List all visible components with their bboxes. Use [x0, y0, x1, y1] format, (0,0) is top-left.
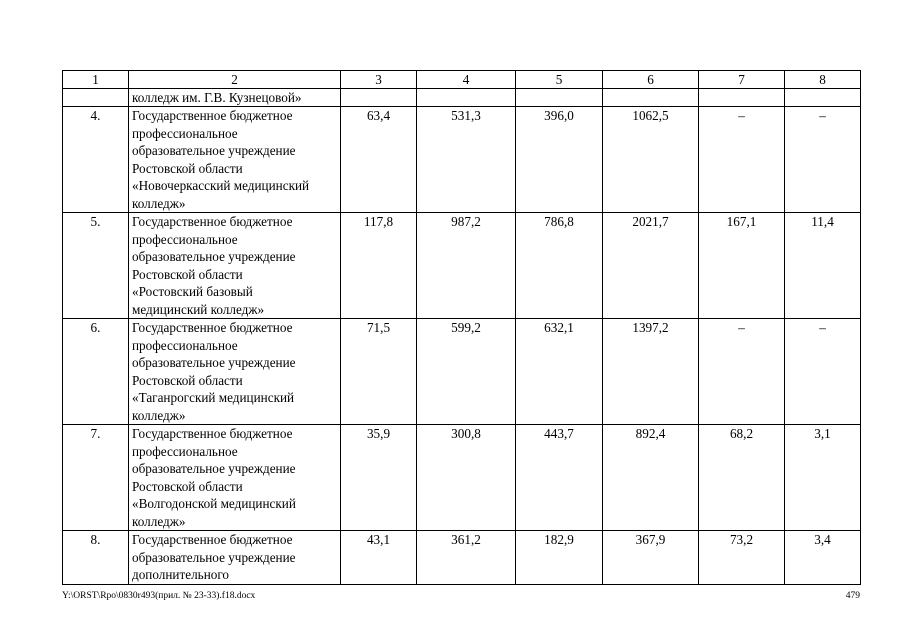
institution-name: Государственное бюджетное профессиональное образовательное учреждение Ростовской области «Таганрогский медицинский колледж» [129, 319, 341, 425]
row-number: 7. [63, 425, 129, 531]
table-cell [699, 89, 785, 107]
header-cell: 1 [63, 71, 129, 89]
table-row [63, 319, 861, 425]
value-cell: 43,1 [341, 531, 417, 585]
value-cell: – [785, 319, 861, 425]
value-cell: 361,2 [417, 531, 516, 585]
value-cell: – [699, 107, 785, 213]
value-cell: 632,1 [516, 319, 603, 425]
header-cell: 3 [341, 71, 417, 89]
row-number: 4. [63, 107, 129, 213]
value-cell: 167,1 [699, 213, 785, 319]
value-cell: – [699, 319, 785, 425]
institution-name: Государственное бюджетное образовательное учреждение дополнительного [129, 531, 341, 585]
page-number: 479 [845, 591, 860, 601]
value-cell: 11,4 [785, 213, 861, 319]
table-cell [603, 89, 699, 107]
value-cell: 63,4 [341, 107, 417, 213]
value-cell: 3,4 [785, 531, 861, 585]
table-row [63, 531, 861, 585]
header-cell: 7 [699, 71, 785, 89]
table-cell [63, 89, 129, 107]
value-cell: 443,7 [516, 425, 603, 531]
value-cell: 2021,7 [603, 213, 699, 319]
table-cell-name: колледж им. Г.В. Кузнецовой» [129, 89, 341, 107]
value-cell: 367,9 [603, 531, 699, 585]
value-cell: 987,2 [417, 213, 516, 319]
table-cell [417, 89, 516, 107]
header-cell: 4 [417, 71, 516, 89]
header-cell: 2 [129, 71, 341, 89]
table-cell [341, 89, 417, 107]
value-cell: 599,2 [417, 319, 516, 425]
table-row [63, 107, 861, 213]
value-cell: 117,8 [341, 213, 417, 319]
value-cell: – [785, 107, 861, 213]
value-cell: 300,8 [417, 425, 516, 531]
row-number: 8. [63, 531, 129, 585]
row-number: 6. [63, 319, 129, 425]
header-cell: 8 [785, 71, 861, 89]
institution-name: Государственное бюджетное профессиональное образовательное учреждение Ростовской области «Ростовский базовый медицинский колледж» [129, 213, 341, 319]
footer-file-path: Y:\ORST\Rpo\0830r493(прил. № 23-33).f18.docx [62, 591, 256, 601]
institution-name: Государственное бюджетное профессиональное образовательное учреждение Ростовской области «Волгодонской медицинский колледж» [129, 425, 341, 531]
value-cell: 73,2 [699, 531, 785, 585]
value-cell: 182,9 [516, 531, 603, 585]
value-cell: 892,4 [603, 425, 699, 531]
value-cell: 786,8 [516, 213, 603, 319]
value-cell: 396,0 [516, 107, 603, 213]
table-header-row [63, 71, 861, 89]
value-cell: 1062,5 [603, 107, 699, 213]
value-cell: 3,1 [785, 425, 861, 531]
value-cell: 1397,2 [603, 319, 699, 425]
row-number: 5. [63, 213, 129, 319]
value-cell: 68,2 [699, 425, 785, 531]
value-cell: 71,5 [341, 319, 417, 425]
header-cell: 6 [603, 71, 699, 89]
institution-name: Государственное бюджетное профессиональное образовательное учреждение Ростовской области «Новочеркасский медицинский колледж» [129, 107, 341, 213]
table-row-continuation [63, 89, 861, 107]
data-table [62, 70, 861, 585]
table-cell [516, 89, 603, 107]
value-cell: 531,3 [417, 107, 516, 213]
value-cell: 35,9 [341, 425, 417, 531]
table-cell [785, 89, 861, 107]
header-cell: 5 [516, 71, 603, 89]
table-row [63, 425, 861, 531]
table-row [63, 213, 861, 319]
